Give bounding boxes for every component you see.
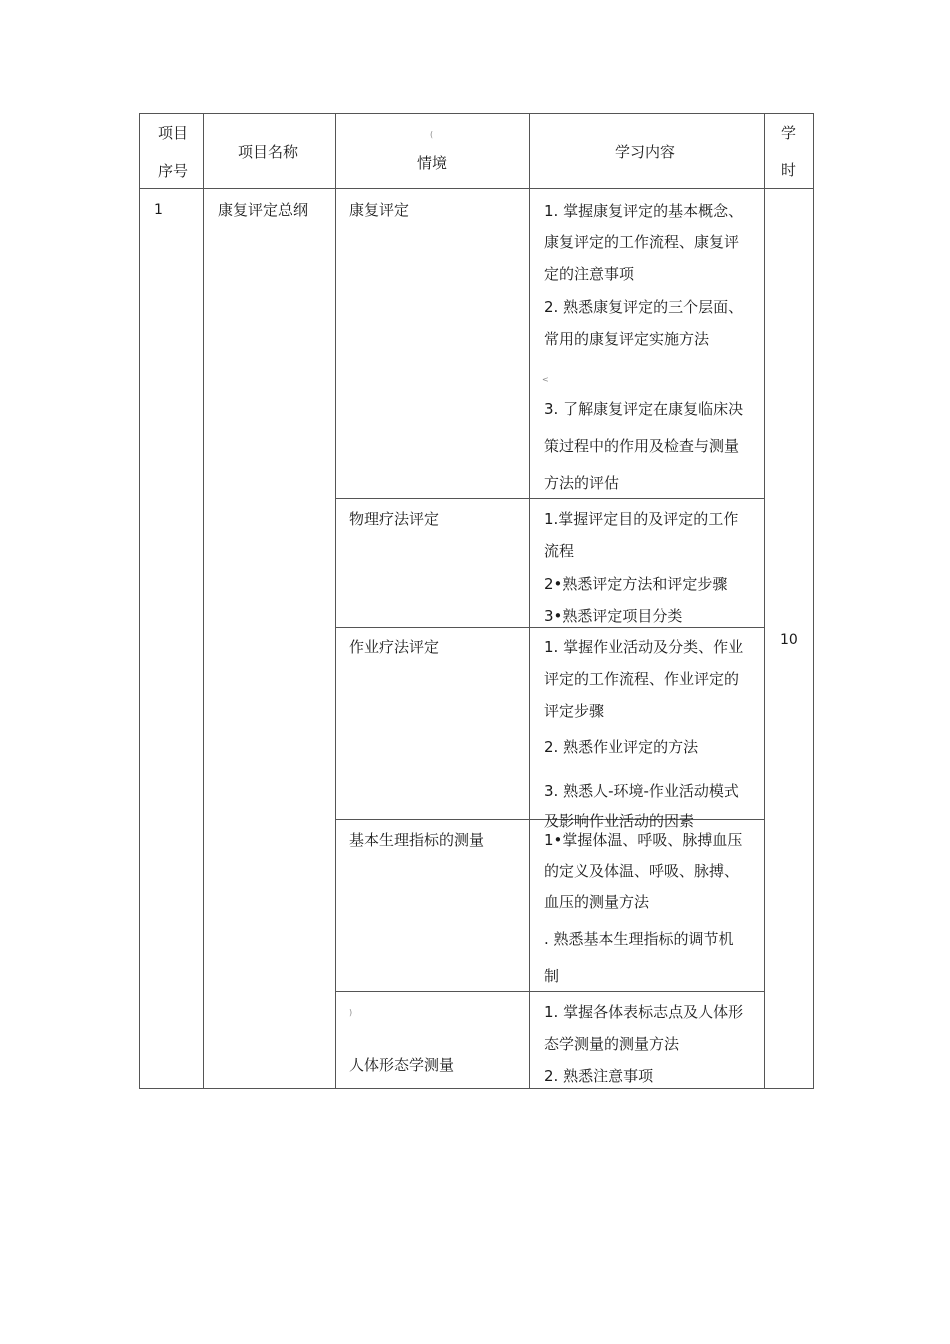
project-name: 康复评定总纲 [218,201,309,219]
content-line: 2•熟悉评定方法和评定步骤 [544,575,728,593]
content-line: 评定的工作流程、作业评定的 [544,670,740,688]
content-line: 制 [544,967,560,985]
situation-name: 基本生理指标的测量 [349,831,485,849]
content-mark: < [542,375,549,384]
column-divider [764,113,765,1089]
header-seq-line1: 项目 [158,124,189,142]
header-content: 学习内容 [615,143,676,161]
content-line: 1•掌握体温、呼吸、脉搏血压 [544,831,743,849]
content-line: 3. 了解康复评定在康复临床决 [544,400,744,418]
situation-name: 人体形态学测量 [349,1056,455,1074]
project-seq: 1 [154,202,163,218]
content-line: 3. 熟悉人-环境-作业活动模式 [544,782,739,800]
column-divider [203,113,204,1089]
table-right-border [813,113,814,1089]
content-line: 2. 熟悉康复评定的三个层面、 [544,298,744,316]
column-divider [335,113,336,1089]
situation-name: 作业疗法评定 [349,638,440,656]
content-line: 1. 掌握各体表标志点及人体形 [544,1003,744,1021]
content-line: 常用的康复评定实施方法 [544,330,710,348]
content-line: 2. 熟悉作业评定的方法 [544,738,699,756]
situation-mark: ) [349,1008,353,1017]
content-line: 定的注意事项 [544,265,635,283]
header-situation-mark: ( [430,130,434,139]
content-line: 评定步骤 [544,702,605,720]
header-situation: 情境 [417,154,448,172]
table-bottom-border [139,1088,814,1089]
row-divider [335,991,765,992]
content-line: 康复评定的工作流程、康复评 [544,233,740,251]
content-line: 血压的测量方法 [544,893,650,911]
content-line: 策过程中的作用及检查与测量 [544,437,740,455]
content-line: 态学测量的测量方法 [544,1035,680,1053]
header-hours-line2: 时 [781,161,797,179]
content-line: 1.掌握评定目的及评定的工作 [544,510,739,528]
content-line: 的定义及体温、呼吸、脉搏、 [544,862,740,880]
content-line: 方法的评估 [544,474,620,492]
header-name: 项目名称 [238,143,299,161]
row-divider [335,498,765,499]
content-line: 1. 掌握作业活动及分类、作业 [544,638,744,656]
content-line: 流程 [544,542,575,560]
content-cell [530,628,764,830]
project-hours: 10 [780,632,798,648]
table-top-border [139,113,814,114]
content-line: 1. 掌握康复评定的基本概念、 [544,202,744,220]
header-seq-line2: 序号 [158,162,189,180]
table-left-border [139,113,140,1089]
header-bottom-border [139,188,814,189]
column-divider [529,113,530,1089]
situation-name: 康复评定 [349,201,410,219]
content-line: 2. 熟悉注意事项 [544,1067,654,1085]
content-line: 及影响作业活动的因素 [544,812,695,830]
situation-name: 物理疗法评定 [349,510,440,528]
content-line: . 熟悉基本生理指标的调节机 [544,930,734,948]
content-line: 3•熟悉评定项目分类 [544,607,683,625]
header-hours-line1: 学 [781,124,797,142]
